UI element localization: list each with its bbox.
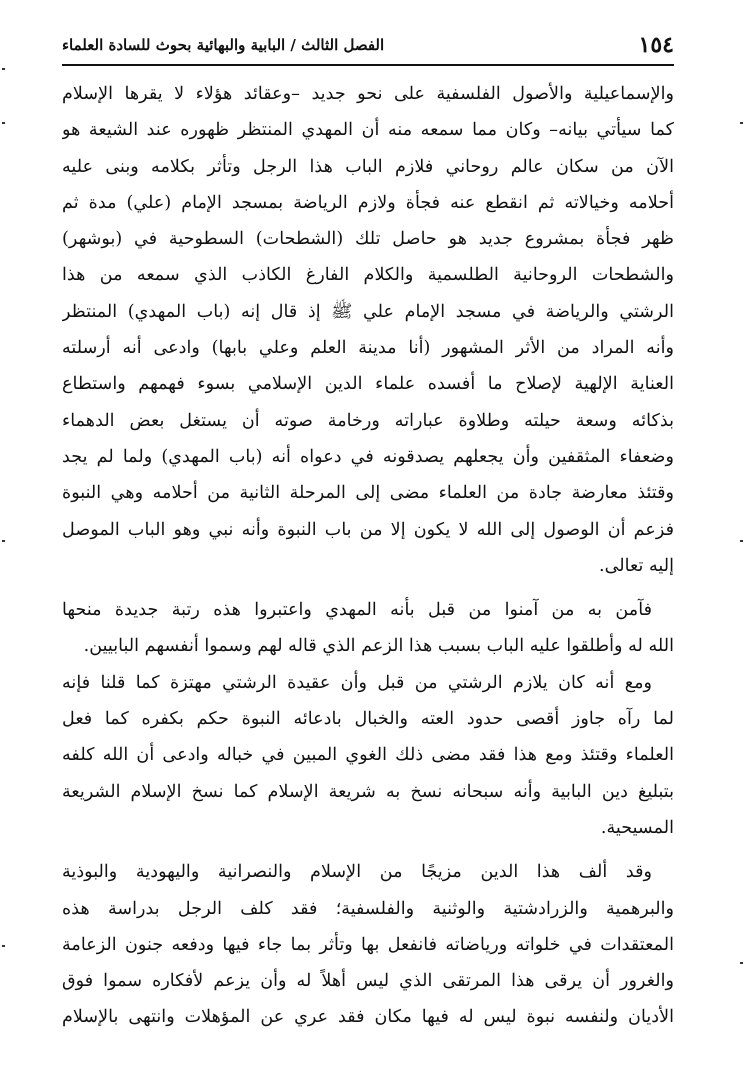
paragraph-3 bbox=[62, 665, 674, 846]
scan-mark bbox=[2, 540, 5, 542]
body-text bbox=[62, 76, 674, 1036]
paragraph-2 bbox=[62, 592, 674, 665]
header-rule bbox=[62, 64, 674, 66]
text-line: ومع أنه كان يلازم الرشتي من قبل وأن عقيدة الرشتي مهتزة كما قلنا فإنه bbox=[62, 672, 652, 693]
text-line: الأديان ولنفسه نبوة ليس له فيها مكان فقد عري عن المؤهلات وانتهى بالإسلام bbox=[62, 1007, 674, 1028]
text-line: المسيحية. bbox=[600, 817, 674, 838]
text-line: العلماء وقتئذ ومع هذا فقد مضى ذلك الغوي المبين في خباله وادعى أن الله كلفه bbox=[62, 745, 674, 766]
paragraph-gap bbox=[62, 584, 674, 592]
paragraph-1 bbox=[62, 76, 674, 584]
scan-mark bbox=[740, 962, 743, 964]
text-line: وضعفاء المثقفين وأن يجعلهم يصدقونه في دعواه أنه (باب المهدي) ولما لم يجد bbox=[62, 446, 674, 467]
text-line: المعتقدات في خلواته ورياضاته فانفعل بها وتأثر بما جاء فيها ودفعه جنون الزعامة bbox=[62, 934, 674, 955]
page-header bbox=[62, 30, 674, 66]
running-title: الفصل الثالث / البابية والبهائية بحوث للسادة العلماء bbox=[62, 36, 385, 54]
text-line: الله له وأطلقوا عليه الباب بسبب هذا الزعم الذي قاله لهم وسموا أنفسهم البابيين. bbox=[83, 636, 674, 657]
text-line: والإسماعيلية والأصول الفلسفية على نحو جديد –وعقائد هؤلاء لا يقرها الإسلام bbox=[62, 84, 674, 104]
text-line: وقد ألف هذا الدين مزيجًا من الإسلام والنصرانية واليهودية والبوذية bbox=[62, 862, 652, 883]
scan-mark bbox=[2, 68, 5, 70]
text-line: أحلامه وخيالاته ثم انقطع عنه فجأة ولازم الرياضة بمسجد الإمام (علي) مدة ثم bbox=[62, 192, 674, 213]
text-line: وقتئذ معارضة جادة من العلماء مضى إلى المرحلة الثانية من أحلامه وهي النبوة bbox=[62, 483, 674, 504]
text-line: لما رآه جاوز أقصى حدود العته والخبال بادعائه النبوة حكم بكفره كما فعل bbox=[62, 709, 674, 730]
text-line: إليه تعالى. bbox=[599, 555, 674, 576]
scan-mark bbox=[740, 122, 743, 124]
text-line: والغرور أن يرقى هذا المرتقى الذي ليس أهلاً له وأن يزعم لأفكاره سموا فوق bbox=[62, 971, 674, 992]
scan-mark bbox=[740, 540, 743, 542]
text-line: كما سيأتي بيانه– وكان مما سمعه منه أن المهدي المنتظر ظهوره عند الشيعة هو bbox=[62, 120, 674, 141]
text-line: فزعم أن الوصول إلى الله لا يكون إلا من باب النبوة وأنه نبي وهو الباب الموصل bbox=[62, 519, 674, 540]
scan-mark bbox=[2, 945, 5, 947]
scan-mark bbox=[2, 122, 5, 124]
text-line: بذكائه وسعة حيلته وطلاوة عباراته ورخامة صوته أن يستغل بعض الدهماء bbox=[62, 410, 674, 431]
text-line: الآن من سكان عالم روحاني فلازم الباب هذا الرجل وتأثر بكلامه وبنى عليه bbox=[62, 156, 674, 177]
text-line: والشطحات الروحانية الطلسمية والكلام الفارغ الكاذب الذي سمعه من هذا bbox=[62, 265, 674, 286]
text-line: الرشتي والرياضة في مسجد الإمام علي ﷺ إذ قال إنه (باب المهدي) المنتظر bbox=[62, 301, 674, 322]
text-line: العناية الإلهية لإصلاح ما أفسده علماء الدين الإسلامي بسوء فهمهم واستطاع bbox=[62, 374, 674, 395]
text-line: ظهر فجأة بمشروع جديد هو حاصل تلك (الشطحات) السطوحية في (بوشهر) bbox=[62, 229, 674, 250]
text-line: والبرهمية والزرادشتية والوثنية والفلسفية؛ فقد كلف الرجل بدراسة هذه bbox=[62, 898, 674, 919]
text-line: فآمن به من آمنوا من قبل بأنه المهدي واعتبروا هذه رتبة جديدة منحها bbox=[62, 600, 652, 621]
paragraph-4 bbox=[62, 854, 674, 1035]
page-number: ١٥٤ bbox=[638, 32, 674, 58]
text-line: بتبليغ دين البابية وأنه سبحانه نسخ به شريعة الإسلام كما نسخ الإسلام الشريعة bbox=[62, 781, 674, 802]
text-line: وأنه المراد من الأثر المشهور (أنا مدينة العلم وعلي بابها) وادعى أنه أرسلته bbox=[62, 338, 674, 359]
paragraph-gap bbox=[62, 846, 674, 854]
